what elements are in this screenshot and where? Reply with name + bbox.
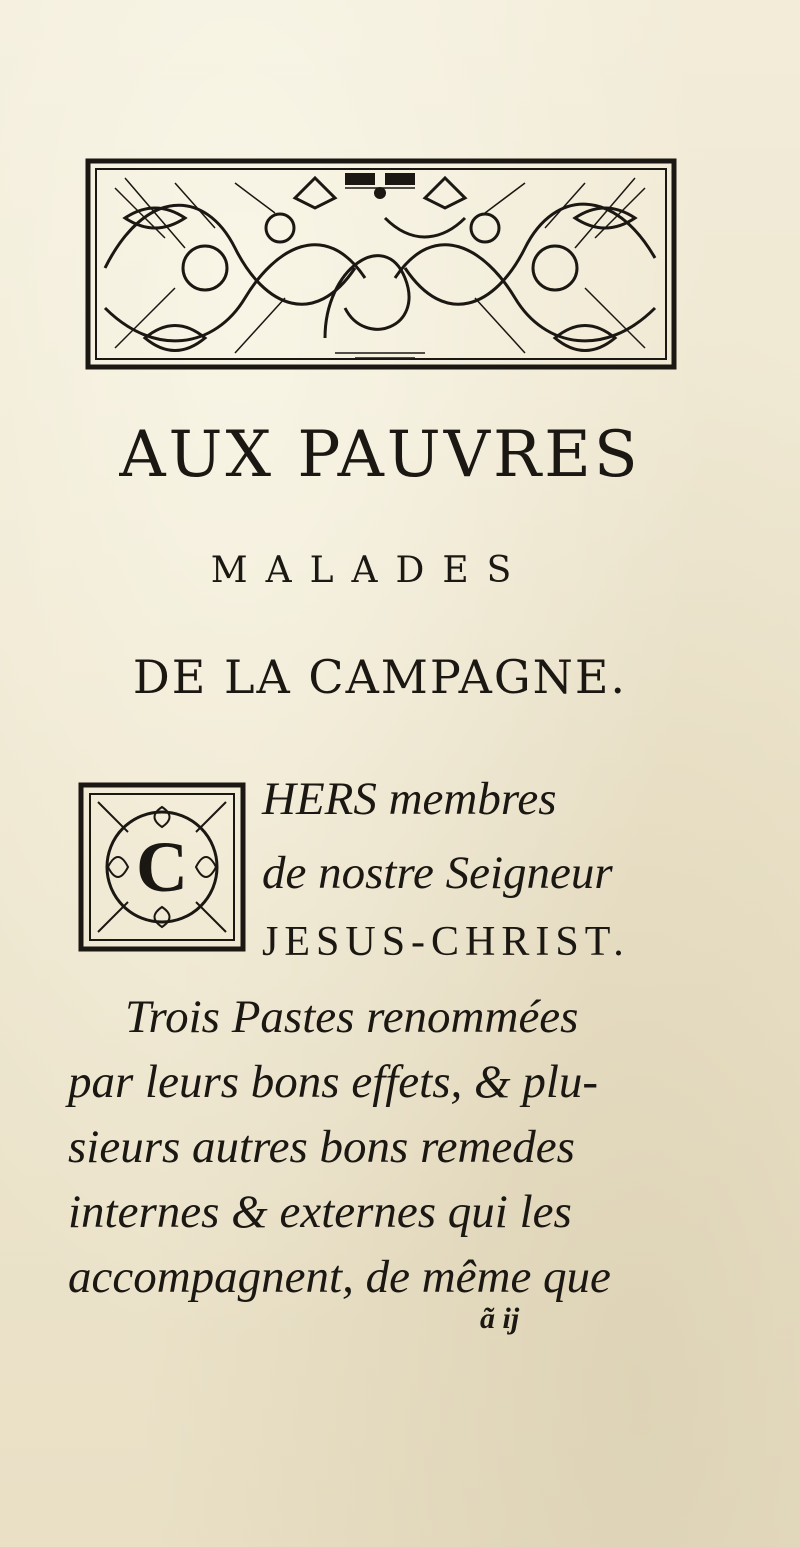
decorated-initial-frame (78, 782, 246, 952)
body-line-4: internes & externes qui les (68, 1186, 572, 1238)
signature-mark: ã ij (480, 1302, 520, 1335)
body-line-3: sieurs autres bons remedes (68, 1121, 575, 1173)
floral-headpiece-ornament (85, 158, 677, 370)
title-line-2: MALADES (210, 550, 530, 591)
initial-letter: C (136, 826, 188, 907)
body-line-2: par leurs bons effets, & plu- (68, 1056, 599, 1108)
title-line-3: DE LA CAMPAGNE. (132, 650, 628, 704)
body-line-1: Trois Pastes renommées (125, 991, 579, 1043)
dedication-line-2: de nostre Seigneur (262, 847, 613, 899)
dedication-line-1: HERS membres (262, 773, 557, 825)
body-line-5: accompagnent, de même que (68, 1251, 611, 1303)
dedication-line-3: JESUS-CHRIST. (262, 919, 630, 965)
title-line-1: AUX PAUVRES (119, 418, 641, 492)
